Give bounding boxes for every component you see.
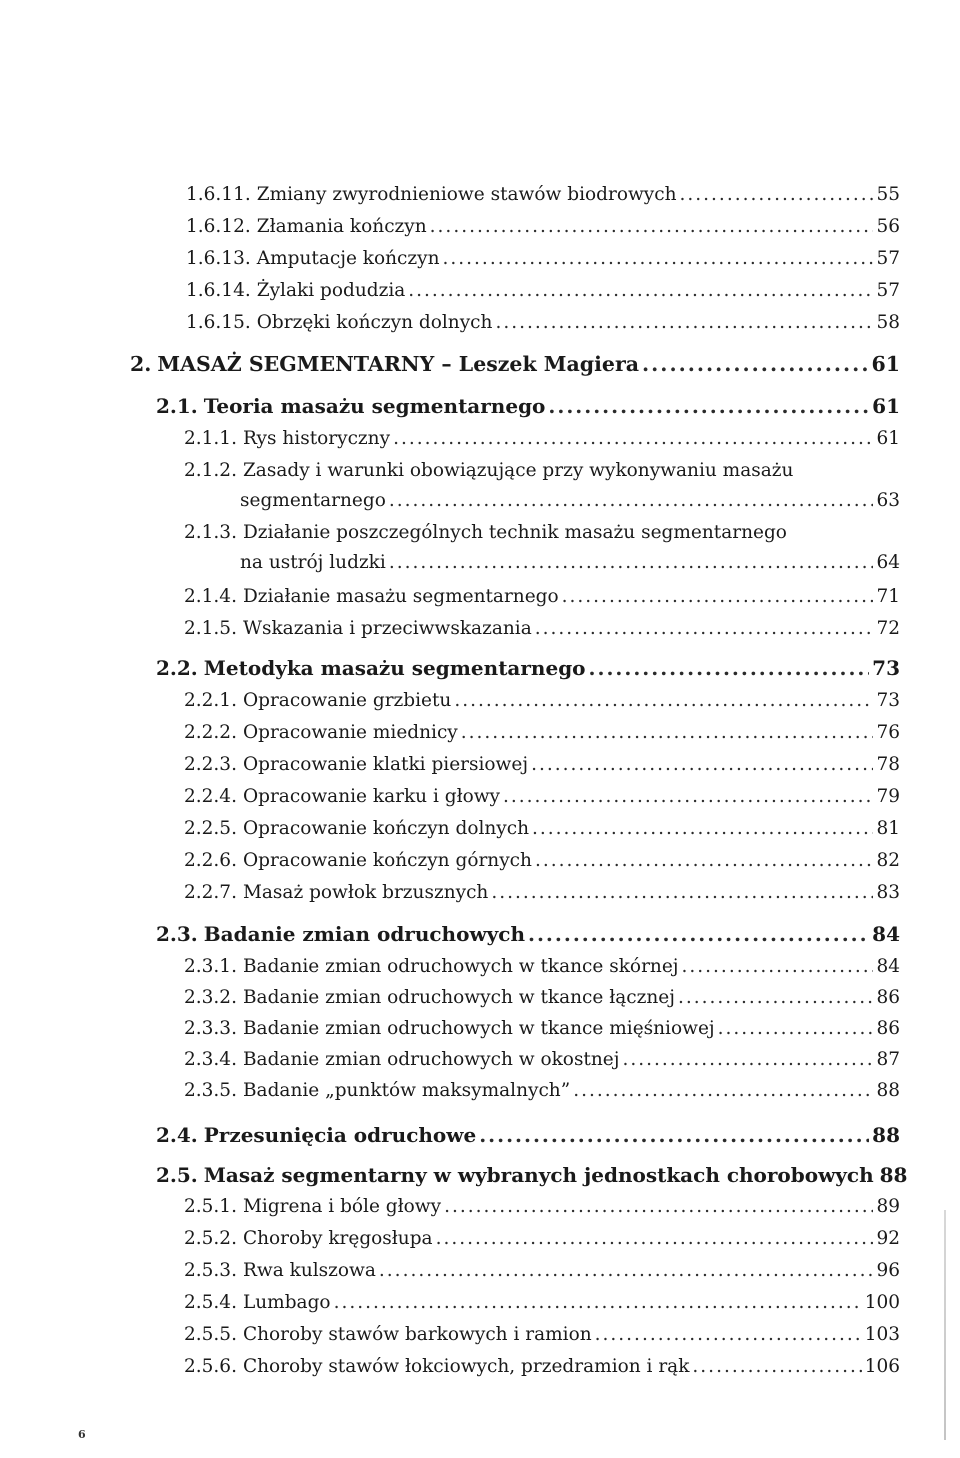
toc-entry[interactable] (184, 983, 900, 1013)
toc-entry[interactable] (184, 518, 900, 578)
toc-entry-number: 2.3.1. (184, 956, 237, 977)
leader-dots (622, 1045, 873, 1075)
toc-entry-number: 2.5.2. (184, 1228, 237, 1249)
toc-entry-number: 2.2.7. (184, 882, 237, 903)
toc-entry-page: 87 (876, 1049, 900, 1070)
toc-entry-number: 2.2.4. (184, 786, 237, 807)
toc-entry-number: 2.4. (156, 1123, 198, 1147)
leader-dots (692, 1352, 861, 1382)
toc-entry-page: 83 (876, 882, 900, 903)
toc-entry-page: 88 (876, 1080, 900, 1101)
toc-entry-number: 2.3.2. (184, 987, 237, 1008)
toc-entry[interactable] (184, 1352, 900, 1382)
toc-entry[interactable] (184, 1192, 900, 1222)
leader-dots (479, 1119, 869, 1151)
toc-entry-number: 2.2.2. (184, 722, 237, 743)
toc-entry[interactable] (184, 1014, 900, 1044)
toc-entry-number: 2.5.4. (184, 1292, 237, 1313)
toc-entry-number: 1.6.13. (186, 248, 251, 269)
leader-dots (444, 1192, 873, 1222)
toc-entry-page: 84 (872, 922, 900, 946)
toc-entry-title: Badanie zmian odruchowych w okostnej (242, 1049, 620, 1070)
toc-entry-page: 76 (876, 722, 900, 743)
toc-entry-title: Rys historyczny (242, 428, 391, 449)
toc-entry[interactable] (184, 1224, 900, 1254)
toc-entry-page: 78 (876, 754, 900, 775)
leader-dots (531, 750, 873, 780)
toc-entry[interactable] (184, 1076, 900, 1106)
leader-dots (678, 983, 873, 1013)
leader-dots (573, 1076, 873, 1106)
leader-dots (548, 390, 869, 422)
toc-entry-page: 57 (876, 280, 900, 301)
toc-entry-title: Migrena i bóle głowy (242, 1196, 442, 1217)
toc-entry[interactable] (184, 1288, 900, 1318)
toc-entry[interactable] (184, 750, 900, 780)
toc-entry-number: 1.6.11. (186, 184, 251, 205)
toc-entry-page: 61 (871, 352, 900, 376)
toc-entry-page: 81 (876, 818, 900, 839)
toc-entry-title: Zmiany zwyrodnieniowe stawów biodrowych (256, 184, 677, 205)
toc-entry-number: 2.2.3. (184, 754, 237, 775)
leader-dots (682, 952, 874, 982)
toc-entry-title: Badanie zmian odruchowych w tkance skórnej (242, 956, 679, 977)
leader-dots (379, 1256, 874, 1286)
toc-entry-line (184, 548, 900, 578)
toc-entry-page: 71 (876, 586, 900, 607)
toc-entry-title: Opracowanie grzbietu (242, 690, 452, 711)
toc-entry-number: 1.6.15. (186, 312, 251, 333)
toc-entry-title: MASAŻ SEGMENTARNY – Leszek Magiera (157, 352, 640, 376)
leader-dots (528, 918, 869, 950)
toc-entry[interactable] (184, 582, 900, 612)
leader-dots (461, 718, 874, 748)
toc-entry[interactable] (184, 878, 900, 908)
toc-section-heading[interactable] (156, 918, 900, 950)
leader-dots (389, 486, 874, 516)
toc-entry[interactable] (184, 814, 900, 844)
toc-entry[interactable] (186, 180, 900, 210)
leader-dots (680, 180, 874, 210)
toc-entry-number: 2.5.6. (184, 1356, 237, 1377)
toc-entry-page: 72 (876, 618, 900, 639)
toc-entry-page: 64 (876, 552, 900, 573)
toc-entry[interactable] (184, 952, 900, 982)
toc-entry[interactable] (184, 614, 900, 644)
toc-entry-number: 2.5.1. (184, 1196, 237, 1217)
toc-entry[interactable] (184, 1320, 900, 1350)
toc-entry-page: 55 (876, 184, 900, 205)
toc-entry-title-continuation: segmentarnego (240, 490, 386, 511)
toc-entry-title: Amputacje kończyn (256, 248, 440, 269)
toc-entry-number: 2.1.5. (184, 618, 237, 639)
toc-entry-title: Badanie zmian odruchowych w tkance mięśniowej (242, 1018, 715, 1039)
toc-entry-title: Zasady i warunki obowiązujące przy wykonywaniu masażu (242, 460, 794, 481)
leader-dots (454, 686, 873, 716)
toc-entry-number: 2. (130, 352, 152, 376)
toc-entry-page: 103 (864, 1324, 900, 1345)
toc-entry-number: 2.1.2. (184, 460, 237, 481)
toc-entry-title: Działanie masażu segmentarnego (242, 586, 559, 607)
toc-entry-title: Choroby kręgosłupa (242, 1228, 433, 1249)
toc-entry[interactable] (184, 1045, 900, 1075)
toc-entry-page: 58 (876, 312, 900, 333)
toc-entry-page: 96 (876, 1260, 900, 1281)
toc-entry-number: 2.5.3. (184, 1260, 237, 1281)
toc-entry-page: 79 (876, 786, 900, 807)
toc-entry-number: 2.2.1. (184, 690, 237, 711)
toc-entry-number: 2.5. (156, 1163, 198, 1187)
toc-entry[interactable] (186, 212, 900, 242)
leader-dots (443, 244, 874, 274)
toc-entry[interactable] (186, 244, 900, 274)
toc-entry-page: 100 (864, 1292, 900, 1313)
toc-entry-number: 2.3. (156, 922, 198, 946)
toc-entry-page: 86 (876, 987, 900, 1008)
toc-entry-page: 73 (872, 656, 900, 680)
toc-entry-title: Badanie „punktów maksymalnych” (242, 1080, 571, 1101)
toc-entry-title: Choroby stawów łokciowych, przedramion i rąk (242, 1356, 690, 1377)
leader-dots (532, 814, 873, 844)
toc-entry-title: Masaż powłok brzusznych (242, 882, 489, 903)
leader-dots (393, 424, 873, 454)
toc-entry[interactable] (186, 276, 900, 306)
leader-dots (436, 1224, 874, 1254)
toc-entry-title: Teoria masażu segmentarnego (203, 394, 546, 418)
page-number: 6 (78, 1428, 86, 1441)
leader-dots (334, 1288, 862, 1318)
toc-entry-number: 2.1.4. (184, 586, 237, 607)
toc-entry-title: Opracowanie karku i głowy (242, 786, 501, 807)
toc-entry-title: Badanie zmian odruchowych w tkance łącznej (242, 987, 675, 1008)
toc-entry-number: 2.1. (156, 394, 198, 418)
toc-section-heading[interactable] (156, 390, 900, 422)
toc-section-heading[interactable] (156, 1119, 900, 1151)
toc-entry[interactable] (184, 686, 900, 716)
leader-dots (491, 878, 873, 908)
toc-entry-page: 88 (879, 1163, 908, 1187)
toc-entry-page: 82 (876, 850, 900, 871)
toc-entry-line (184, 486, 900, 516)
toc-entry-title: Wskazania i przeciwwskazania (242, 618, 532, 639)
toc-entry-title: Opracowanie kończyn dolnych (242, 818, 530, 839)
toc-entry-number: 2.1.1. (184, 428, 237, 449)
toc-entry[interactable] (184, 718, 900, 748)
toc-entry-title: Choroby stawów barkowych i ramion (242, 1324, 592, 1345)
toc-entry-line (184, 518, 900, 548)
toc-entry[interactable] (184, 846, 900, 876)
toc-entry-page: 57 (876, 248, 900, 269)
toc-entry[interactable] (186, 308, 900, 338)
toc-entry-number: 2.3.3. (184, 1018, 237, 1039)
toc-entry[interactable] (184, 456, 900, 516)
toc-entry-page: 63 (876, 490, 900, 511)
toc-entry-number: 2.2.5. (184, 818, 237, 839)
toc-entry-page: 84 (876, 956, 900, 977)
leader-dots (595, 1320, 862, 1350)
toc-section-heading[interactable] (156, 652, 900, 684)
leader-dots (535, 614, 874, 644)
toc-entry-title: Opracowanie miednicy (242, 722, 458, 743)
toc-entry-title: Żylaki podudzia (256, 280, 406, 301)
leader-dots (430, 212, 874, 242)
toc-entry-page: 88 (872, 1123, 900, 1147)
toc-entry-title-continuation: na ustrój ludzki (240, 552, 386, 573)
toc-entry-number: 2.1.3. (184, 522, 237, 543)
toc-entry-page: 92 (876, 1228, 900, 1249)
toc-entry-title: Złamania kończyn (256, 216, 427, 237)
leader-dots (408, 276, 873, 306)
toc-entry-page: 106 (864, 1356, 900, 1377)
toc-entry-title: Metodyka masażu segmentarnego (203, 656, 586, 680)
toc-entry-page: 86 (876, 1018, 900, 1039)
leader-dots (495, 308, 873, 338)
toc-entry[interactable] (184, 782, 900, 812)
leader-dots (718, 1014, 874, 1044)
toc-entry-title: Lumbago (242, 1292, 331, 1313)
toc-entry-title: Działanie poszczególnych technik masażu segmentarnego (242, 522, 787, 543)
leader-dots (389, 548, 874, 578)
toc-entry-page: 61 (872, 394, 900, 418)
toc-entry-page: 56 (876, 216, 900, 237)
toc-entry[interactable] (184, 1256, 900, 1286)
toc-entry-line (184, 456, 900, 486)
toc-entry-title: Opracowanie klatki piersiowej (242, 754, 529, 775)
toc-entry-number: 1.6.12. (186, 216, 251, 237)
toc-entry-number: 2.2. (156, 656, 198, 680)
toc-entry-number: 2.2.6. (184, 850, 237, 871)
toc-entry-title: Badanie zmian odruchowych (203, 922, 525, 946)
toc-entry[interactable] (184, 424, 900, 454)
toc-entry-number: 2.3.4. (184, 1049, 237, 1070)
toc-entry-title: Obrzęki kończyn dolnych (256, 312, 493, 333)
toc-entry-title: Rwa kulszowa (242, 1260, 376, 1281)
toc-entry-title: Opracowanie kończyn górnych (242, 850, 532, 871)
toc-entry-number: 2.3.5. (184, 1080, 237, 1101)
toc-entry-number: 2.5.5. (184, 1324, 237, 1345)
toc-entry-number: 1.6.14. (186, 280, 251, 301)
leader-dots (562, 582, 874, 612)
leader-dots (503, 782, 873, 812)
leader-dots (535, 846, 874, 876)
toc-section-heading[interactable] (156, 1159, 908, 1191)
toc-entry-page: 61 (876, 428, 900, 449)
toc-entry-title: Masaż segmentarny w wybranych jednostkach chorobowych (203, 1163, 874, 1187)
toc-entry-page: 73 (876, 690, 900, 711)
toc-entry-title: Przesunięcia odruchowe (203, 1123, 477, 1147)
toc-chapter-heading[interactable] (130, 348, 900, 380)
leader-dots (642, 348, 868, 380)
toc-entry-page: 89 (876, 1196, 900, 1217)
leader-dots (589, 652, 870, 684)
